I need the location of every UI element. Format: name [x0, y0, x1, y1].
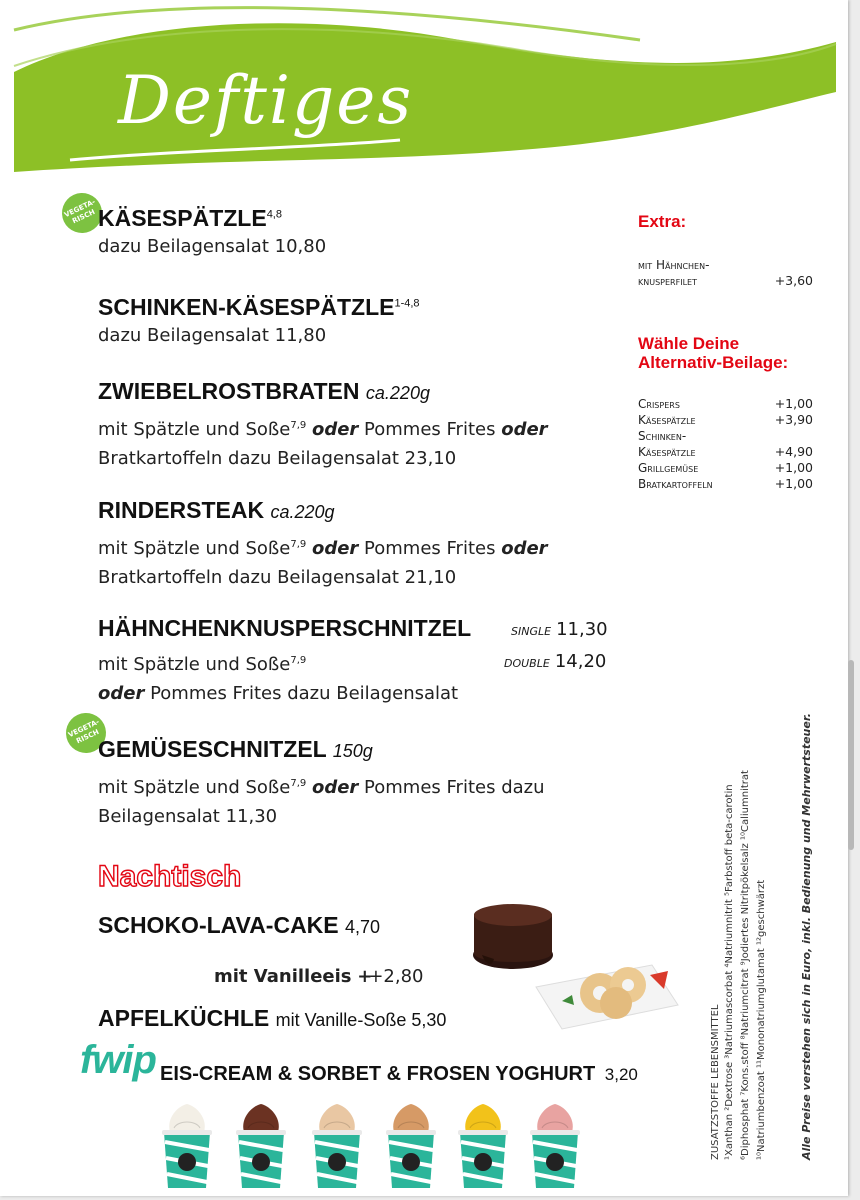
item-description: dazu Beilagensalat 11,80	[98, 325, 327, 346]
scrollbar[interactable]	[848, 660, 854, 850]
item-name: ZWIEBELROSTBRATEN	[98, 378, 360, 404]
item-name: APFELKÜCHLE	[98, 1005, 270, 1031]
menu-item-kaesespaetzle	[98, 205, 326, 261]
menu-item-haehnchenschnitzel	[98, 615, 471, 708]
menu-item-apfelkuechle	[98, 1005, 446, 1032]
alternativ-box	[638, 334, 813, 492]
item-price: 4,70	[345, 917, 381, 937]
menu-item-lava-cake	[98, 912, 380, 939]
menu-item-schinken-kaesespaetzle	[98, 294, 420, 350]
alternativ-list	[638, 396, 813, 492]
item-name: SCHOKO-LAVA-CAKE	[98, 912, 339, 938]
vegetarian-badge-icon: VEGETA-RISCH	[59, 706, 112, 759]
item-weight: 150g	[332, 741, 373, 761]
item-weight: ca.220g	[270, 502, 335, 522]
item-name: GEMÜSESCHNITZEL	[98, 736, 327, 762]
item-name: HÄHNCHENKNUSPERSCHNITZEL	[98, 615, 472, 641]
allergen-codes: 4,8	[266, 208, 282, 221]
item-weight: ca.220g	[365, 383, 430, 403]
item-description: dazu Beilagensalat 10,80	[98, 236, 327, 257]
item-name: SCHINKEN-KÄSESPÄTZLE	[98, 294, 395, 320]
ice-cream-cup-cinnamon	[380, 1098, 440, 1190]
extra-row: mit Hähnchen-	[638, 258, 710, 272]
menu-item-eis	[160, 1063, 638, 1086]
alternativ-row: Käsespätzle +4,90	[638, 444, 813, 459]
additives-line: ¹Xanthan ²Dextrose ³Natriumascorbat ⁴Natriumnitrit ⁵Farbstoff beta-carotin	[724, 784, 735, 1160]
item-price: 3,20	[604, 1065, 638, 1084]
menu-item-vanilleeis: mit Vanilleeis ++2,80	[214, 966, 424, 987]
dessert-title: Nachtisch	[98, 860, 242, 893]
alternativ-row: Käsespätzle +3,90	[638, 412, 813, 427]
extra-title: Extra:	[638, 212, 687, 231]
additives-line: ¹⁰Natriumbenzoat ¹¹Mononatriumglutamat ¹²geschwärzt	[756, 879, 767, 1160]
fwip-logo: fwip	[80, 1038, 156, 1082]
alternativ-row: Crispers +1,00	[638, 396, 813, 411]
header-banner	[0, 0, 848, 190]
item-description: mit Vanille-Soße 5,30	[275, 1010, 447, 1030]
item-description: mit Spätzle und Soße$^{7,9}$ oder Pommes Frites oder Bratkartoffeln dazu Beilagensalat 21,10	[98, 538, 548, 588]
ice-cream-cup-mango	[452, 1098, 512, 1190]
menu-item-gemueseschnitzel	[98, 736, 545, 831]
ice-cream-cup-raspberry	[524, 1098, 584, 1190]
price-single: SINGLE 11,30	[511, 619, 608, 640]
alternativ-row: Schinken-	[638, 429, 687, 443]
alternativ-row: Bratkartoffeln +1,00	[638, 476, 813, 491]
apfelkuechle-image	[532, 945, 682, 1035]
additives-line: ⁶Diphosphat ⁷Kons.stoff ⁸Natriumcitrat ⁹Jodiertes Nitritpökelsalz ¹⁰Caliumnitrat	[740, 770, 751, 1160]
ice-cream-cup-vanilla	[156, 1098, 216, 1190]
item-description: mit Spätzle und Soße$^{7,9}$ oder Pommes Frites oder Bratkartoffeln dazu Beilagensalat 23,10	[98, 419, 548, 469]
alternativ-row: Grillgemüse +1,00	[638, 460, 813, 475]
menu-item-rindersteak	[98, 497, 548, 592]
extra-box	[638, 212, 813, 289]
additives-title: ZUSATZSTOFFE LEBENSMITTEL	[710, 1004, 721, 1160]
item-name: EIS-CREAM & SORBET & FROSEN YOGHURT	[160, 1063, 596, 1085]
item-description: mit Spätzle und Soße$^{7,9}$ oder Pommes Frites dazu Beilagensalat 11,30	[98, 777, 545, 827]
item-description: mit Spätzle und Soße$^{7,9}$ oder Pommes Frites dazu Beilagensalat	[98, 654, 459, 704]
item-name: KÄSESPÄTZLE	[98, 205, 267, 231]
ice-cream-cup-chocolate	[230, 1098, 290, 1190]
item-name: RINDERSTEAK	[98, 497, 265, 523]
price-note: Alle Preise verstehen sich in Euro, inkl. Bedienung und Mehrwertsteuer.	[800, 713, 813, 1160]
alternativ-title: Wähle Deine Alternativ-Beilage:	[638, 334, 789, 372]
ice-cream-cup-caramel	[306, 1098, 366, 1190]
menu-item-zwiebelrostbraten	[98, 378, 548, 473]
vegetarian-badge-icon: VEGETA-RISCH	[55, 186, 108, 239]
section-title: Deftiges	[118, 62, 414, 139]
price-double: DOUBLE 14,20	[504, 651, 607, 672]
extra-row: knusperfilet +3,60	[638, 273, 813, 288]
allergen-codes: 1-4,8	[394, 297, 420, 310]
